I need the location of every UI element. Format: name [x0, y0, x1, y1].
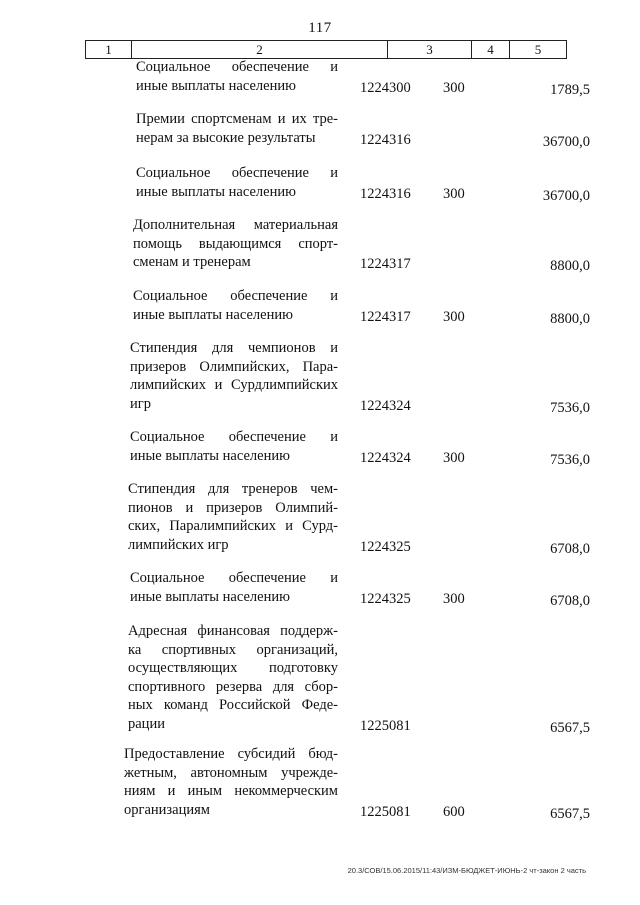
description-line: Социальное обеспечение и — [136, 59, 338, 75]
row-description — [133, 287, 338, 324]
page-number: 117 — [308, 20, 332, 36]
row-description — [130, 428, 338, 465]
description-line: осуществляющих подготовку — [128, 660, 338, 676]
row-description — [128, 622, 338, 733]
row-code: 1224317 — [360, 308, 411, 325]
row-amount: 1789,5 — [550, 81, 590, 98]
row-code: 1225081 — [360, 803, 411, 820]
header-col-1: 1 — [86, 41, 132, 58]
header-col-2: 2 — [132, 41, 388, 58]
description-line: жетным, автономным учрежде- — [124, 764, 338, 781]
description-line: игр — [130, 395, 151, 412]
description-line: иные выплаты населению — [130, 447, 290, 464]
row-description — [133, 216, 338, 272]
description-line: ских, Паралимпийских и Сурд- — [128, 518, 338, 534]
row-amount: 7536,0 — [550, 399, 590, 416]
description-line: пионов и призеров Олимпий- — [128, 499, 338, 516]
row-code: 1224316 — [360, 131, 411, 148]
row-amount: 8800,0 — [550, 258, 590, 274]
description-line: Социальное обеспечение и — [136, 165, 338, 181]
row-code: 1224317 — [360, 256, 411, 272]
description-line: спортивного резерва для сбор- — [128, 678, 338, 695]
description-line: ниям и иным некоммерческим — [124, 783, 338, 799]
description-line: призеров Олимпийских, Пара- — [130, 358, 338, 375]
row-description — [130, 569, 338, 606]
row-code: 1224325 — [360, 538, 411, 555]
description-line: иные выплаты населению — [133, 306, 293, 323]
description-line: иные выплаты населению — [136, 183, 296, 200]
row-expense-type: 600 — [443, 803, 465, 820]
row-code: 1224316 — [360, 185, 411, 202]
table-header — [85, 40, 567, 59]
row-expense-type: 300 — [443, 308, 465, 325]
description-line: Социальное обеспечение и — [130, 429, 338, 445]
description-line: лимпийских и Сурдлимпийских — [130, 377, 338, 393]
description-line: помощь выдающимся спорт- — [133, 235, 338, 252]
row-code: 1224324 — [360, 397, 411, 414]
description-line: сменам и тренерам — [133, 254, 251, 270]
row-description — [128, 480, 338, 554]
description-line: нерам за высокие результаты — [136, 129, 316, 146]
row-amount: 6708,0 — [550, 592, 590, 609]
header-col-4: 4 — [472, 41, 510, 58]
row-expense-type: 300 — [443, 449, 465, 466]
row-description — [136, 110, 338, 147]
row-amount: 6708,0 — [550, 540, 590, 557]
row-description — [136, 164, 338, 201]
header-col-5: 5 — [534, 42, 542, 57]
description-line: Социальное обеспечение и — [133, 288, 338, 304]
row-amount: 36700,0 — [542, 187, 590, 204]
description-line: организациям — [124, 801, 210, 818]
description-line: иные выплаты населению — [136, 77, 296, 94]
row-code: 1224324 — [360, 449, 411, 466]
description-line: Премии спортсменам и их тре- — [136, 111, 338, 127]
row-description — [124, 745, 338, 819]
description-line: Предоставление субсидий бюд- — [124, 746, 338, 762]
row-expense-type: 300 — [443, 79, 465, 96]
description-line: ных команд Российской Феде- — [128, 697, 338, 713]
row-amount: 6567,5 — [550, 805, 590, 822]
description-line: иные выплаты населению — [130, 588, 290, 605]
row-description — [130, 339, 338, 413]
description-line: Социальное обеспечение и — [130, 570, 338, 586]
row-amount: 7536,0 — [550, 451, 590, 468]
header-col-3: 3 — [388, 41, 472, 58]
description-line: Стипендия для чемпионов и — [130, 340, 338, 356]
description-line: Адресная финансовая поддерж- — [128, 623, 338, 639]
document-footer: 20.3/СОВ/15.06.2015/11:43/ИЗМ-БЮДЖЕТ-ИЮНЬ-2 чт-закон 2 часть — [347, 866, 586, 875]
row-amount: 8800,0 — [550, 310, 590, 327]
description-line: рации — [128, 715, 165, 732]
row-amount: 6567,5 — [550, 719, 590, 736]
row-code: 1224300 — [360, 79, 411, 96]
description-line: Стипендия для тренеров чем- — [128, 481, 338, 497]
row-code: 1225081 — [360, 717, 411, 734]
row-expense-type: 300 — [443, 185, 465, 202]
description-line: ка спортивных организаций, — [128, 641, 338, 658]
row-amount: 36700,0 — [542, 133, 590, 150]
description-line: лимпийских игр — [128, 536, 229, 553]
row-description — [136, 58, 338, 95]
row-code: 1224325 — [360, 590, 411, 607]
description-line: Дополнительная материальная — [133, 217, 338, 233]
row-expense-type: 300 — [443, 590, 465, 607]
